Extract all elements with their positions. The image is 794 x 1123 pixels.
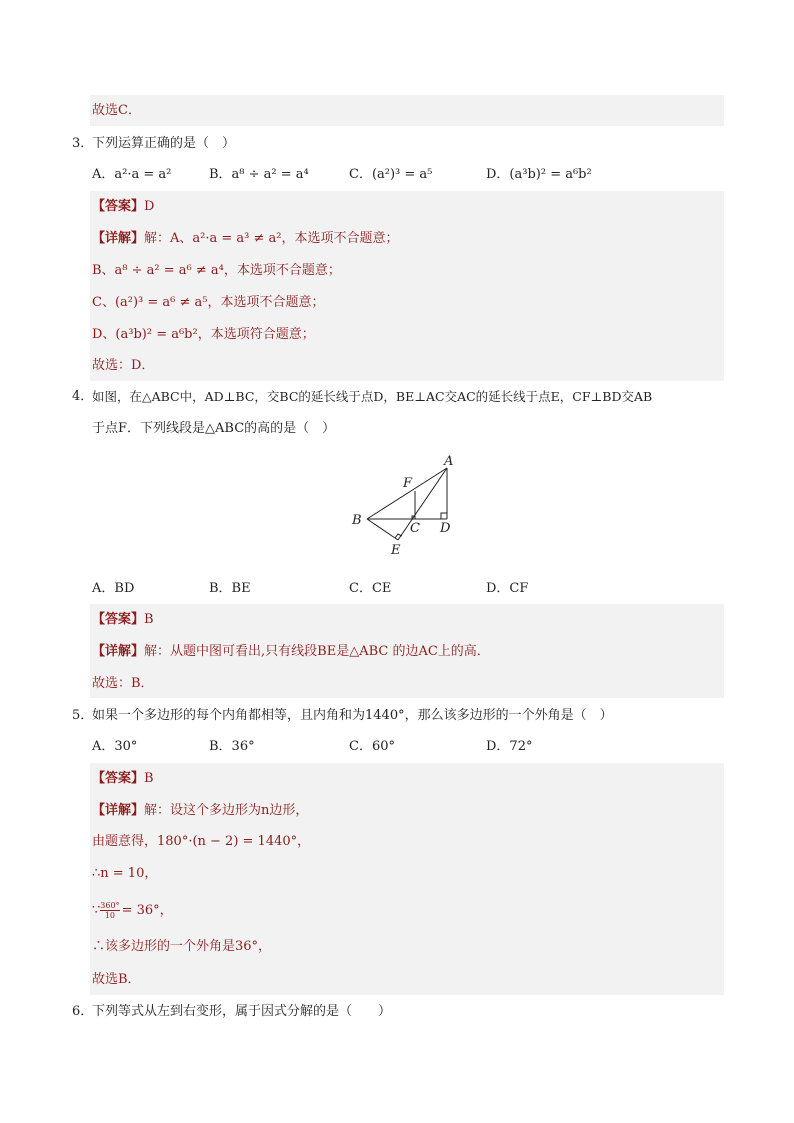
q5-option-c: C．60° [349, 739, 395, 754]
q3-option-a: A．a²·a = a² [92, 167, 172, 182]
q5-option-d: D．72° [486, 739, 533, 754]
q3-detail-4: D、(a³b)² = a⁶b²，本选项符合题意； [92, 327, 315, 342]
q3-option-b: B．a⁸ ÷ a² = a⁴ [209, 167, 309, 182]
q3-number: 3． [72, 136, 94, 151]
q6-number: 6． [72, 1004, 94, 1019]
q3-detail-3: C、(a²)³ = a⁶ ≠ a⁵，本选项不合题意； [92, 295, 325, 310]
q2-conclusion: 故选C． [92, 103, 141, 118]
q5-detail-6: 故选B． [92, 972, 141, 987]
answer-value: B [144, 771, 154, 786]
q3-option-c: C．(a²)³ = a⁵ [349, 167, 433, 182]
label-c: C [410, 521, 420, 536]
q6-stem: 下列等式从左到右变形，属于因式分解的是（ ） [92, 1004, 392, 1019]
q4-option-a: A．BD [92, 581, 135, 596]
q3-option-d: D．(a³b)² = a⁶b² [486, 167, 592, 182]
detail-text: 解：从题中图可看出,只有线段BE是△ABC 的边AC上的高． [144, 644, 490, 659]
q4-number: 4． [72, 389, 94, 404]
q5-number: 5． [72, 708, 94, 723]
segment-be [367, 519, 398, 540]
q4-option-d: D．CF [486, 581, 529, 596]
answer-tag: 【答案】 [92, 199, 145, 214]
q3-detail-2: B、a⁸ ÷ a² = a⁶ ≠ a⁴，本选项不合题意； [92, 263, 341, 278]
q4-option-c: C．CE [349, 581, 392, 596]
fraction [100, 901, 119, 920]
q5-stem: 如果一个多边形的每个内角都相等，且内角和为1440°，那么该多边形的一个外角是（ ） [92, 708, 613, 723]
triangle-figure [340, 448, 470, 563]
because-symbol: ∵ [92, 903, 101, 918]
answer-block-q5 [90, 763, 724, 995]
answer-block-q2 [90, 95, 724, 126]
fraction-numerator: 360° [100, 901, 120, 910]
q5-option-b: B．36° [209, 739, 255, 754]
right-angle-e [395, 534, 402, 538]
detail-text: 解：A、a²·a = a³ ≠ a²，本选项不合题意； [144, 231, 399, 246]
q4-stem-1: 如图，在△ABC中，AD⊥BC，交BC的延长线于点D，BE⊥AC交AC的延长线于点E，CF⊥BD交AB [92, 389, 653, 404]
q4-option-b: B．BE [209, 581, 251, 596]
q4-detail-1 [92, 641, 490, 663]
q4-answer [92, 609, 154, 631]
detail-text: 解：设这个多边形为n边形， [144, 803, 309, 818]
q5-detail-1 [92, 800, 308, 822]
fraction-denominator: 10 [104, 911, 116, 920]
label-e: E [391, 543, 401, 558]
q5-detail-3: ∴n = 10， [92, 866, 158, 881]
q5-detail-4 [92, 897, 173, 925]
q3-stem: 下列运算正确的是（ ） [92, 136, 236, 151]
answer-value: B [144, 612, 154, 627]
q3-detail-1 [92, 228, 399, 250]
answer-tag: 【答案】 [92, 771, 145, 786]
q4-detail-2: 故选：B． [92, 676, 154, 691]
answer-value: D [144, 199, 155, 214]
answer-tag: 【答案】 [92, 612, 145, 627]
q5-option-a: A．30° [92, 739, 138, 754]
detail-tag: 【详解】 [92, 231, 145, 246]
fraction-result: = 36°， [121, 903, 173, 918]
label-b: B [352, 513, 362, 528]
label-f: F [403, 476, 413, 491]
q5-detail-5: ∴该多边形的一个外角是36°， [92, 939, 272, 954]
right-angle-d [441, 513, 447, 519]
label-d: D [440, 521, 451, 536]
label-a: A [444, 454, 454, 469]
detail-tag: 【详解】 [92, 644, 145, 659]
answer-block-q3 [90, 191, 724, 381]
q3-detail-5: 故选：D． [92, 358, 155, 373]
q5-detail-2: 由题意得，180°·(n − 2) = 1440°， [92, 834, 311, 849]
q5-answer [92, 768, 154, 790]
detail-tag: 【详解】 [92, 803, 145, 818]
q3-answer [92, 196, 154, 218]
q4-stem-2: 于点F．下列线段是△ABC的高的是（ ） [92, 421, 336, 436]
